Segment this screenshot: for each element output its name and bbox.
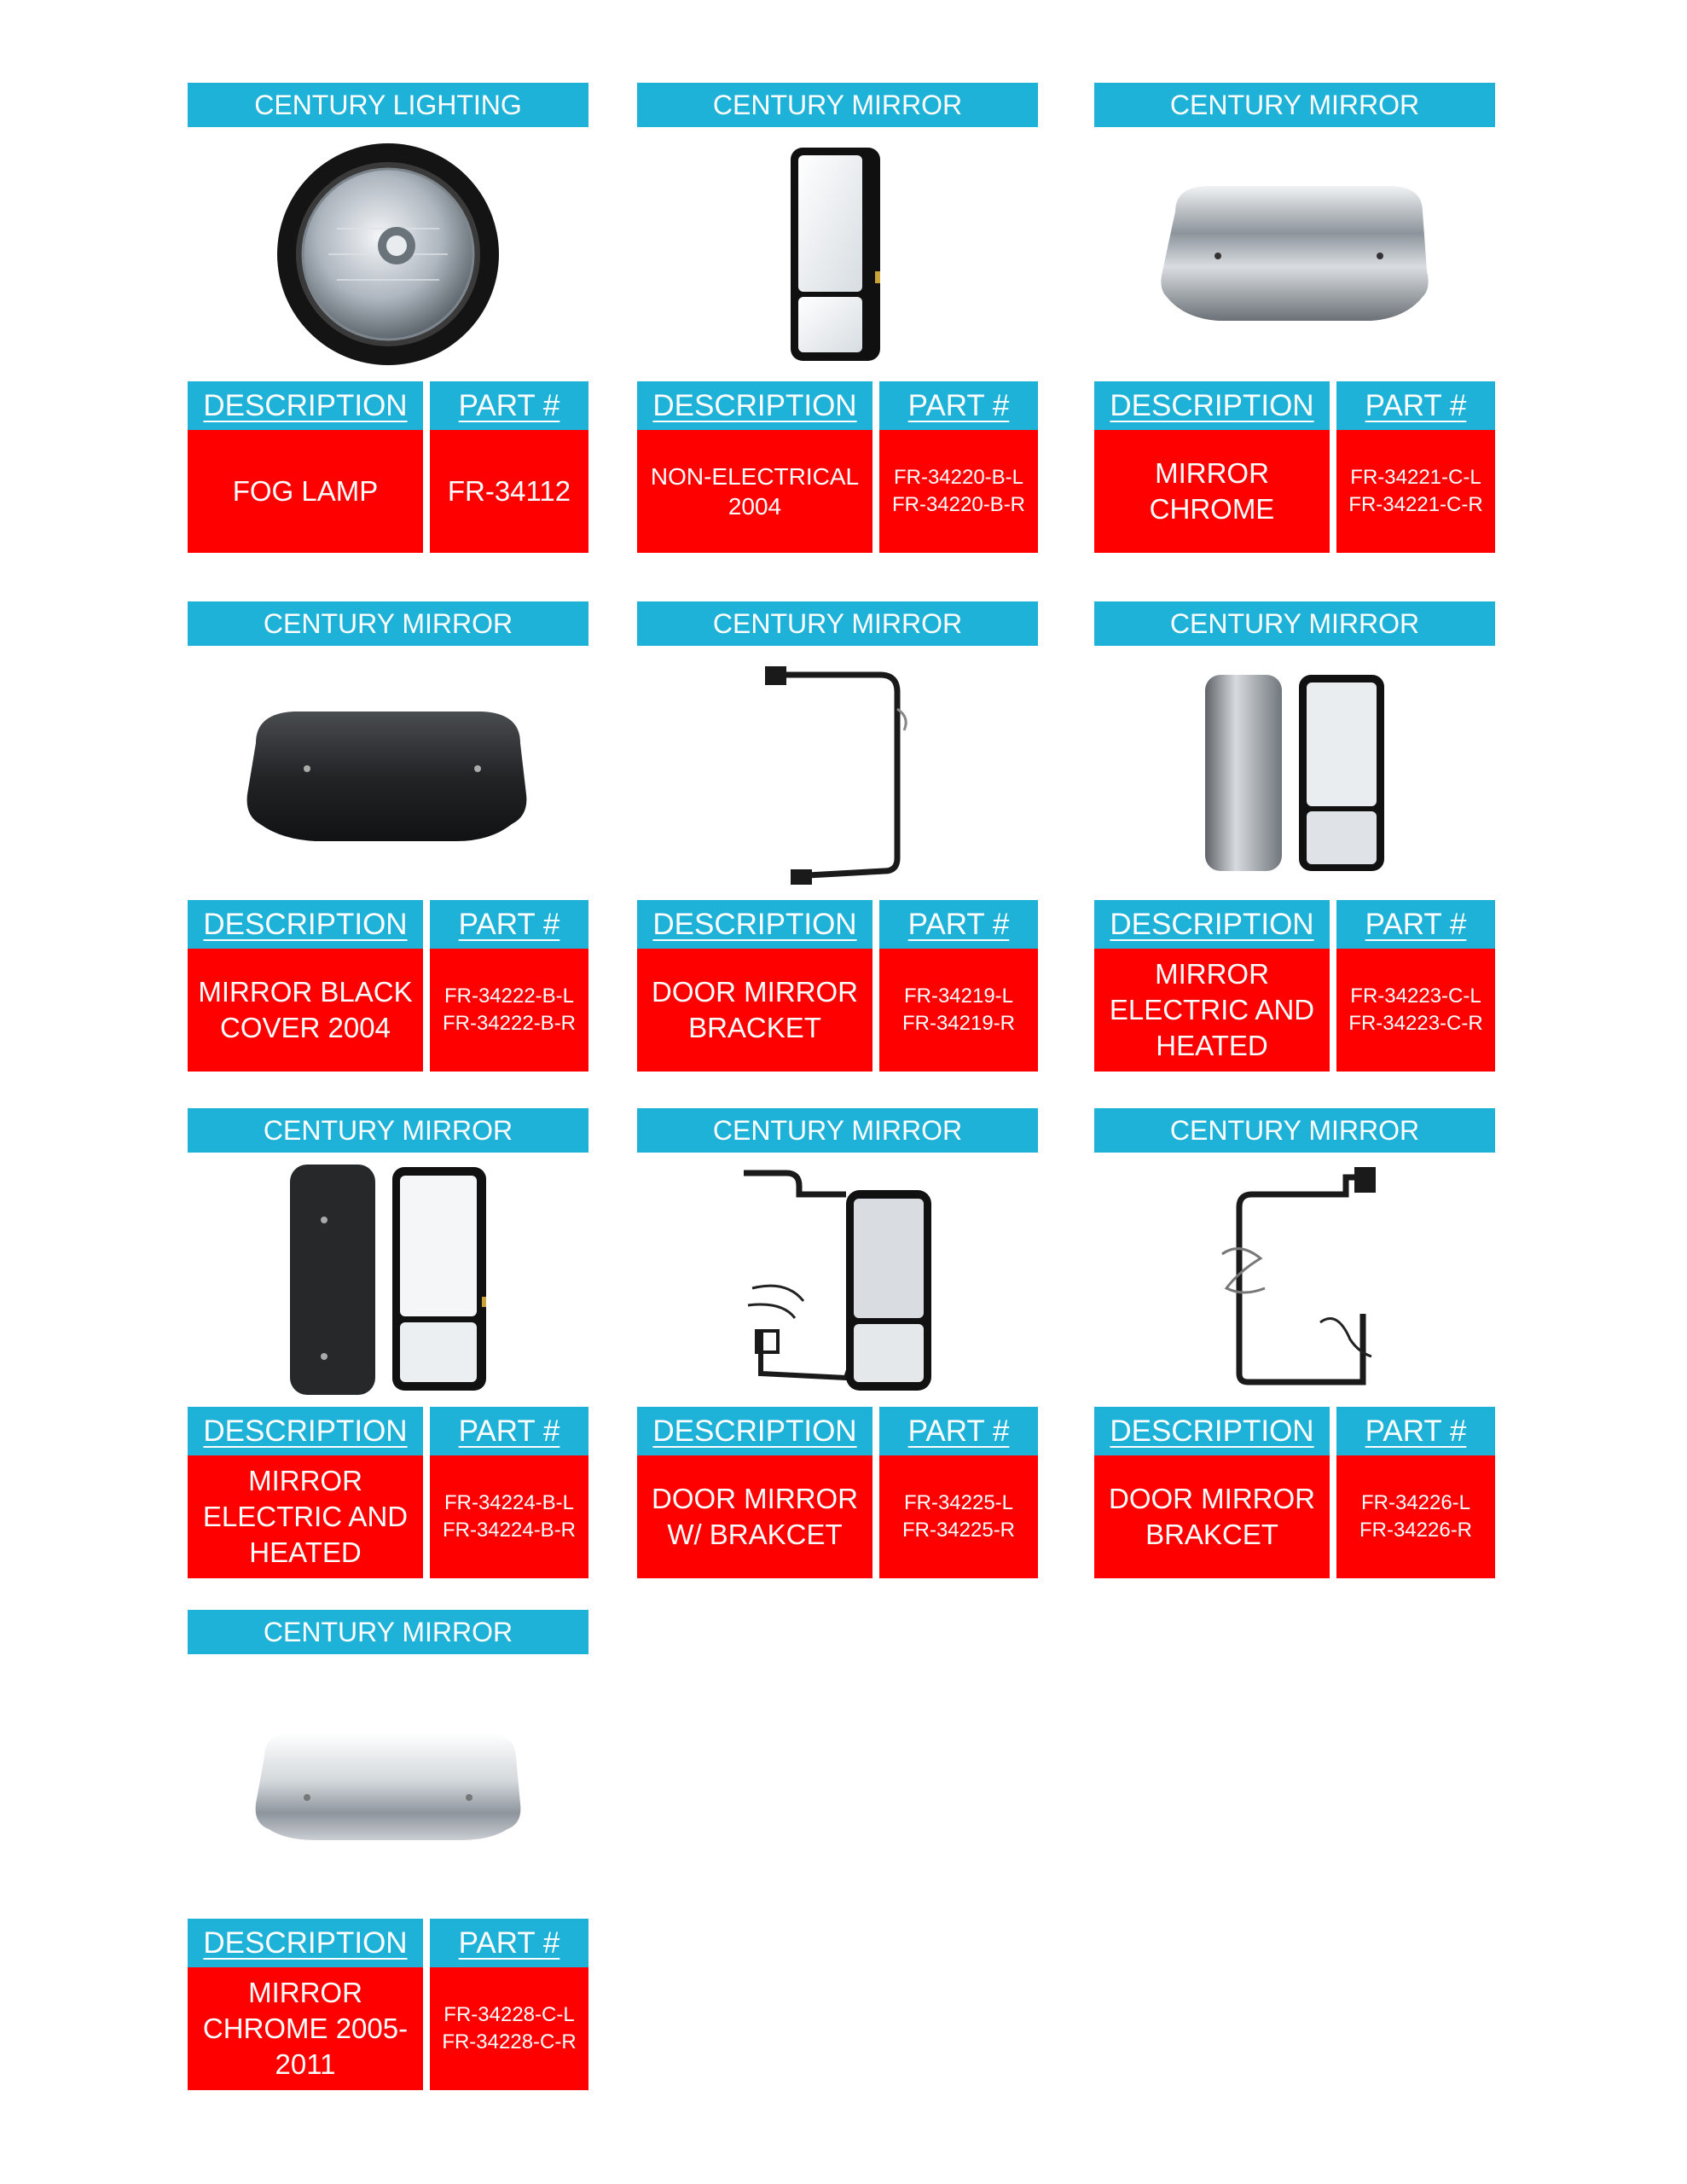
category-title: CENTURY MIRROR: [1094, 83, 1495, 127]
product-card: [1094, 83, 1495, 553]
part-number-header: PART #: [879, 900, 1038, 949]
description-value: MIRROR BLACK COVER 2004: [188, 949, 423, 1072]
part-number-value: [430, 430, 588, 553]
product-table: [637, 381, 1038, 553]
door-mirror-bracket-image: [752, 658, 923, 888]
category-title: CENTURY MIRROR: [637, 601, 1038, 646]
description-header: DESCRIPTION: [1094, 381, 1330, 430]
product-image-area: [188, 127, 588, 381]
part-number-header: PART #: [430, 1407, 588, 1455]
product-table: [1094, 1407, 1495, 1578]
product-image-area: [1094, 646, 1495, 900]
description-header: DESCRIPTION: [188, 1407, 423, 1455]
part-number: FR-34225-L: [903, 1491, 1014, 1514]
door-mirror-with-bracket-image: [735, 1160, 940, 1399]
product-image-area: [188, 1153, 588, 1407]
category-title: CENTURY MIRROR: [188, 1108, 588, 1153]
part-number: FR-34220-B-L: [893, 466, 1024, 489]
product-image-area: [637, 1153, 1038, 1407]
description-header: DESCRIPTION: [1094, 1407, 1330, 1455]
part-number-header: PART #: [879, 381, 1038, 430]
part-number: FR-34224-B-R: [442, 1519, 577, 1542]
description-header: DESCRIPTION: [188, 381, 423, 430]
part-number: FR-34112: [447, 475, 571, 507]
product-image-area: [637, 646, 1038, 900]
mirror-chrome-cover-image: [1150, 177, 1440, 331]
description-header: DESCRIPTION: [188, 1919, 423, 1967]
product-table: [188, 1407, 588, 1578]
part-number-header: PART #: [430, 900, 588, 949]
part-number: FR-34224-B-L: [443, 1491, 575, 1514]
category-title: CENTURY LIGHTING: [188, 83, 588, 127]
description-header: DESCRIPTION: [637, 381, 872, 430]
part-number-value: [430, 1967, 588, 2090]
description-value: DOOR MIRROR W/ BRAKCET: [637, 1455, 872, 1578]
part-number: FR-34220-B-R: [891, 493, 1026, 516]
description-header: DESCRIPTION: [1094, 900, 1330, 949]
mirror-pair-black-image: [286, 1160, 490, 1399]
product-image-area: [188, 1654, 588, 1919]
category-title: CENTURY MIRROR: [637, 83, 1038, 127]
part-number: FR-34223-C-R: [1348, 1012, 1483, 1035]
part-number-header: PART #: [1336, 1407, 1495, 1455]
description-header: DESCRIPTION: [637, 900, 872, 949]
part-number-value: [879, 949, 1038, 1072]
part-number: FR-34222-B-R: [442, 1012, 577, 1035]
part-number-header: PART #: [1336, 900, 1495, 949]
product-image-area: [637, 127, 1038, 381]
product-table: [1094, 381, 1495, 553]
category-title: CENTURY MIRROR: [1094, 601, 1495, 646]
category-title: CENTURY MIRROR: [1094, 1108, 1495, 1153]
product-image-area: [1094, 127, 1495, 381]
product-card: [637, 1108, 1038, 1578]
part-number-header: PART #: [879, 1407, 1038, 1455]
part-number-value: [879, 1455, 1038, 1578]
part-number: FR-34228-C-R: [442, 2030, 577, 2053]
part-number: FR-34223-C-L: [1350, 985, 1481, 1008]
description-value: MIRROR CHROME 2005-2011: [188, 1967, 423, 2090]
part-number-value: [1336, 949, 1495, 1072]
product-card: [1094, 601, 1495, 1072]
part-number-value: [879, 430, 1038, 553]
description-value: FOG LAMP: [188, 430, 423, 553]
part-number: FR-34221-C-L: [1350, 466, 1481, 489]
product-image-area: [188, 646, 588, 900]
fog-lamp-image: [269, 135, 507, 374]
mirror-chrome-2005-image: [243, 1722, 533, 1850]
product-table: [188, 1919, 588, 2090]
mirror-image: [786, 143, 889, 365]
part-number-header: PART #: [1336, 381, 1495, 430]
product-card: [188, 83, 588, 553]
product-table: [637, 900, 1038, 1072]
description-value: MIRROR ELECTRIC AND HEATED: [1094, 949, 1330, 1072]
category-title: CENTURY MIRROR: [188, 601, 588, 646]
category-title: CENTURY MIRROR: [188, 1610, 588, 1654]
part-number: FR-34225-R: [901, 1519, 1016, 1542]
product-card: [188, 1610, 588, 2090]
part-number-header: PART #: [430, 381, 588, 430]
mirror-black-cover-image: [235, 696, 542, 850]
product-image-area: [1094, 1153, 1495, 1407]
part-number-header: PART #: [430, 1919, 588, 1967]
product-card: [1094, 1108, 1495, 1578]
product-card: [637, 601, 1038, 1072]
category-title: CENTURY MIRROR: [637, 1108, 1038, 1153]
part-number: FR-34219-L: [903, 985, 1014, 1008]
part-number-value: [1336, 430, 1495, 553]
description-value: DOOR MIRROR BRAKCET: [1094, 1455, 1330, 1578]
part-number: FR-34226-L: [1360, 1491, 1471, 1514]
part-number: FR-34221-C-R: [1348, 493, 1483, 516]
product-table: [188, 381, 588, 553]
part-number-value: [1336, 1455, 1495, 1578]
product-card: [637, 83, 1038, 553]
product-table: [1094, 900, 1495, 1072]
description-value: NON-ELECTRICAL 2004: [637, 430, 872, 553]
description-value: DOOR MIRROR BRACKET: [637, 949, 872, 1072]
product-card: [188, 1108, 588, 1578]
description-header: DESCRIPTION: [637, 1407, 872, 1455]
product-table: [637, 1407, 1038, 1578]
part-number: FR-34219-R: [901, 1012, 1016, 1035]
part-number: FR-34228-C-L: [443, 2003, 575, 2026]
description-value: MIRROR ELECTRIC AND HEATED: [188, 1455, 423, 1578]
mirror-pair-chrome-image: [1201, 671, 1388, 875]
part-number-value: [430, 949, 588, 1072]
part-number: FR-34222-B-L: [443, 985, 575, 1008]
product-table: [188, 900, 588, 1072]
description-value: MIRROR CHROME: [1094, 430, 1330, 553]
door-mirror-brakcet-image: [1201, 1160, 1388, 1399]
description-header: DESCRIPTION: [188, 900, 423, 949]
part-number: FR-34226-R: [1359, 1519, 1473, 1542]
part-number-value: [430, 1455, 588, 1578]
product-card: [188, 601, 588, 1072]
